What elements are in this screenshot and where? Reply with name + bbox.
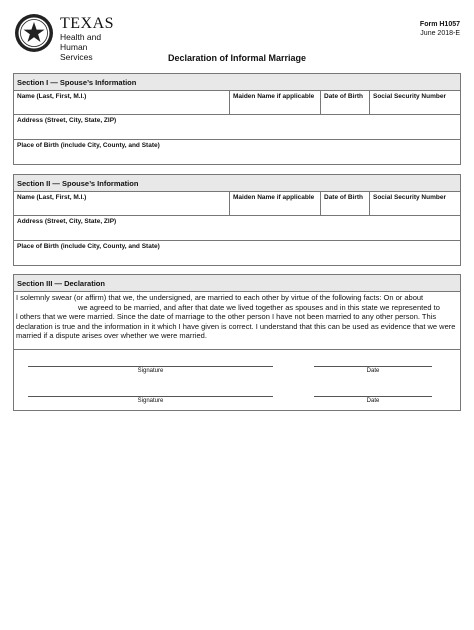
s1-dob-label: Date of Birth bbox=[324, 93, 363, 100]
signature-label-1: Signature bbox=[137, 368, 164, 374]
section-1-heading: Section I — Spouse’s Information bbox=[14, 74, 460, 91]
s2-birthplace-label: Place of Birth (include City, County, and State) bbox=[17, 243, 160, 250]
section-2-birthplace-row bbox=[14, 241, 460, 265]
section-2-address-row bbox=[14, 216, 460, 241]
signature-label-2: Signature bbox=[137, 398, 164, 404]
section-3-declaration bbox=[13, 274, 461, 411]
s1-maiden-field[interactable] bbox=[230, 91, 321, 114]
s2-address-field[interactable] bbox=[14, 216, 460, 240]
s2-name-label: Name (Last, First, M.I.) bbox=[17, 194, 87, 201]
s1-birthplace-field[interactable] bbox=[14, 140, 460, 164]
s1-address-label: Address (Street, City, State, ZIP) bbox=[17, 117, 117, 124]
s2-dob-label: Date of Birth bbox=[324, 194, 363, 201]
page-title: Declaration of Informal Marriage bbox=[167, 53, 307, 63]
date-line-1[interactable] bbox=[314, 366, 432, 367]
declaration-text bbox=[14, 292, 460, 349]
hhs-logo bbox=[14, 13, 124, 62]
s2-birthplace-field[interactable] bbox=[14, 241, 460, 265]
form-meta bbox=[420, 20, 460, 38]
form-date: June 2018-E bbox=[420, 30, 460, 37]
texas-seal-icon bbox=[14, 13, 54, 53]
declaration-line-1: I solemnly swear (or affirm) that we, the undersigned, are married to each other by virtue of the following facts: On or about bbox=[16, 293, 424, 302]
s2-maiden-field[interactable] bbox=[230, 192, 321, 215]
s2-address-label: Address (Street, City, State, ZIP) bbox=[17, 218, 117, 225]
declaration-line-2: we agreed to be married, and after that date we lived together as spouses and in this state we represented to bbox=[78, 302, 440, 312]
section-2-name-row bbox=[14, 192, 460, 216]
s2-ssn-label: Social Security Number bbox=[373, 194, 446, 201]
s1-name-label: Name (Last, First, M.I.) bbox=[17, 93, 87, 100]
s2-maiden-label: Maiden Name if applicable bbox=[233, 194, 315, 201]
section-1-spouse-info bbox=[13, 73, 461, 165]
s1-ssn-field[interactable] bbox=[370, 91, 460, 114]
signature-block bbox=[14, 349, 460, 412]
section-2-heading: Section II — Spouse’s Information bbox=[14, 175, 460, 192]
signature-line-2[interactable] bbox=[28, 396, 273, 397]
date-line-2[interactable] bbox=[314, 396, 432, 397]
s1-birthplace-label: Place of Birth (include City, County, and State) bbox=[17, 142, 160, 149]
s1-dob-field[interactable] bbox=[321, 91, 370, 114]
s1-name-field[interactable] bbox=[14, 91, 230, 114]
section-1-name-row bbox=[14, 91, 460, 115]
s2-ssn-field[interactable] bbox=[370, 192, 460, 215]
signature-line-1[interactable] bbox=[28, 366, 273, 367]
s1-address-field[interactable] bbox=[14, 115, 460, 139]
date-label-1: Date bbox=[366, 368, 380, 374]
section-1-address-row bbox=[14, 115, 460, 140]
agency-subtitle-2: Services bbox=[60, 52, 93, 62]
form-number: Form H1057 bbox=[419, 21, 460, 28]
section-2-spouse-info bbox=[13, 174, 461, 266]
s2-name-field[interactable] bbox=[14, 192, 230, 215]
s2-dob-field[interactable] bbox=[321, 192, 370, 215]
date-label-2: Date bbox=[366, 398, 380, 404]
s1-maiden-label: Maiden Name if applicable bbox=[233, 93, 315, 100]
agency-title: TEXAS bbox=[60, 15, 115, 32]
declaration-line-3: l others that we were married. Since the date of marriage to the other person I have not been married to any other person. This declaration is true and the information in it which I have given is correct. I understand that this can be used as evidence that we were married if a dispute arises over whether we were married. bbox=[16, 312, 456, 341]
s1-ssn-label: Social Security Number bbox=[373, 93, 446, 100]
section-1-birthplace-row bbox=[14, 140, 460, 164]
section-3-heading: Section III — Declaration bbox=[14, 275, 460, 292]
agency-subtitle-1: Health and Human bbox=[60, 32, 102, 52]
